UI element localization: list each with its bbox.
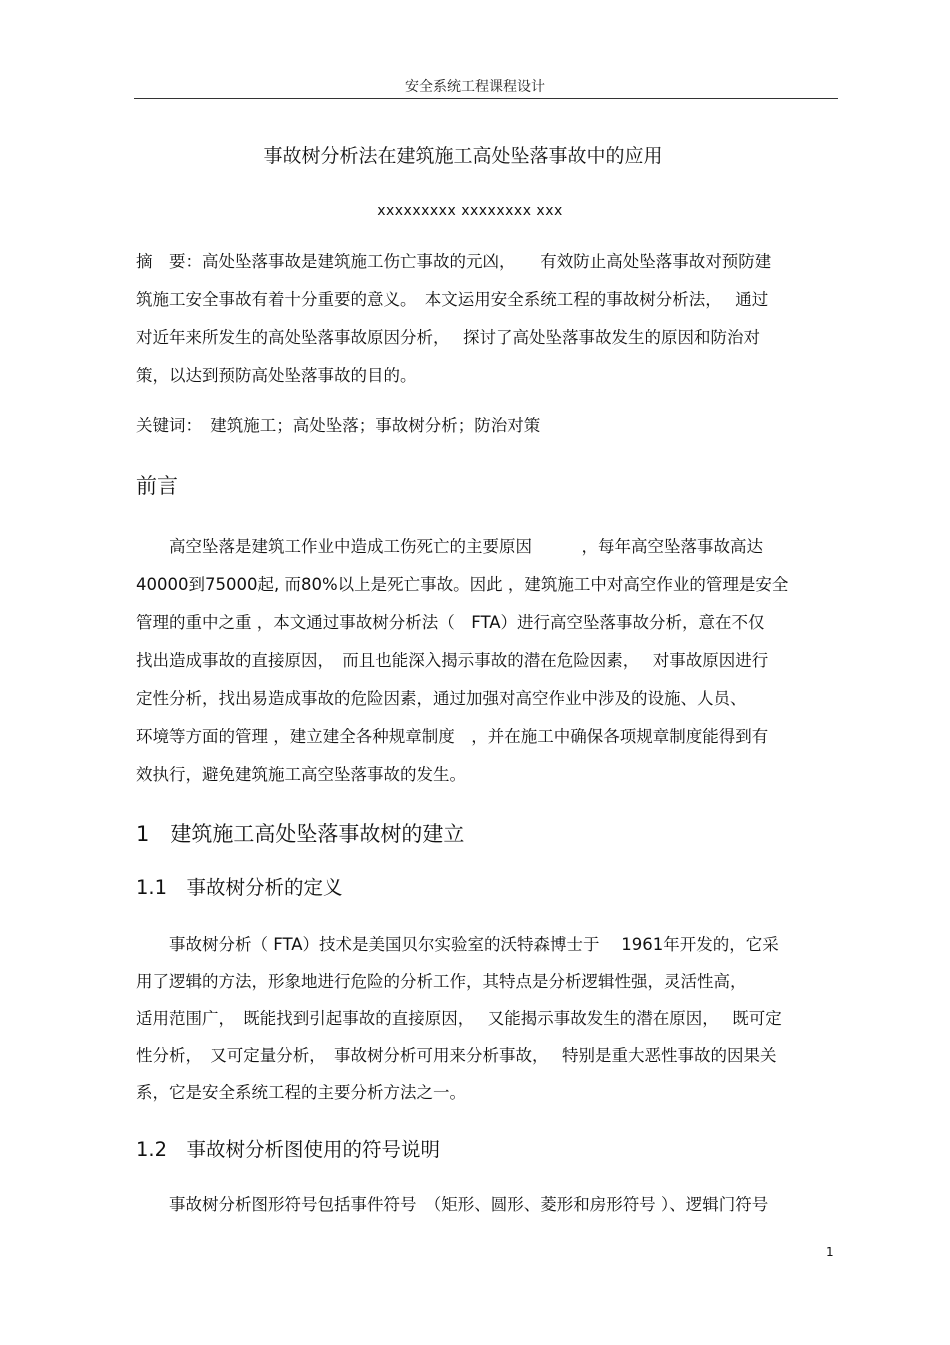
section-1-1-line: 系，它是安全系统工程的主要分析方法之一。 xyxy=(136,1083,466,1102)
abstract-line: 筑施工安全事故有着十分重要的意义。 本文运用安全系统工程的事故树分析法， 通过 xyxy=(136,290,769,309)
section-1-2-heading: 1.2 事故树分析图使用的符号说明 xyxy=(136,1138,441,1161)
section-1-2-line: 事故树分析图形符号包括事件符号 （矩形、圆形、菱形和房形符号 ）、逻辑门符号 xyxy=(136,1195,769,1214)
preface-heading: 前言 xyxy=(136,474,178,498)
abstract-line: 摘 要：高处坠落事故是建筑施工伤亡事故的元凶， 有效防止高处坠落事故对预防建 xyxy=(136,252,772,271)
preface-line: 效执行，避免建筑施工高空坠落事故的发生。 xyxy=(136,765,466,784)
section-1-1-line: 事故树分析（ FTA）技术是美国贝尔实验室的沃特森博士于 1961年开发的，它采 xyxy=(136,935,779,954)
preface-line: 管理的重中之重 ，本文通过事故树分析法（ FTA）进行高空坠落事故分析，意在不仅 xyxy=(136,613,765,632)
section-1-1-line: 用了逻辑的方法，形象地进行危险的分析工作，其特点是分析逻辑性强，灵活性高， xyxy=(136,972,747,991)
section-1-heading: 1 建筑施工高处坠落事故树的建立 xyxy=(136,822,465,846)
preface-line: 40000到75000起, 而80%以上是死亡事故。因此 ，建筑施工中对高空作业的管理是安全 xyxy=(136,575,789,594)
preface-line: 环境等方面的管理 ，建立建全各种规章制度 ，并在施工中确保各项规章制度能得到有 xyxy=(136,727,769,746)
preface-line: 高空坠落是建筑工作业中造成工伤死亡的主要原因 ，每年高空坠落事故高达 xyxy=(136,537,763,556)
preface-line: 找出造成事故的直接原因， 而且也能深入揭示事故的潜在危险因素， 对事故原因进行 xyxy=(136,651,769,670)
section-1-1-line: 性分析， 又可定量分析， 事故树分析可用来分析事故， 特别是重大恶性事故的因果关 xyxy=(136,1046,777,1065)
section-1-1-heading: 1.1 事故树分析的定义 xyxy=(136,876,343,899)
authors: xxxxxxxxx xxxxxxxx xxx xyxy=(377,203,563,219)
section-1-1-line: 适用范围广， 既能找到引起事故的直接原因， 又能揭示事故发生的潜在原因， 既可定 xyxy=(136,1009,782,1028)
running-header: 安全系统工程课程设计 xyxy=(405,79,545,95)
paper-title: 事故树分析法在建筑施工高处坠落事故中的应用 xyxy=(263,145,663,167)
header-rule xyxy=(134,98,838,99)
keywords-line: 关键词： 建筑施工；高处坠落；事故树分析；防治对策 xyxy=(136,416,541,435)
page-number: 1 xyxy=(826,1245,834,1259)
abstract-line: 策，以达到预防高处坠落事故的目的。 xyxy=(136,366,417,385)
abstract-line: 对近年来所发生的高处坠落事故原因分析， 探讨了高处坠落事故发生的原因和防治对 xyxy=(136,328,760,347)
preface-line: 定性分析，找出易造成事故的危险因素，通过加强对高空作业中涉及的设施、人员、 xyxy=(136,689,747,708)
